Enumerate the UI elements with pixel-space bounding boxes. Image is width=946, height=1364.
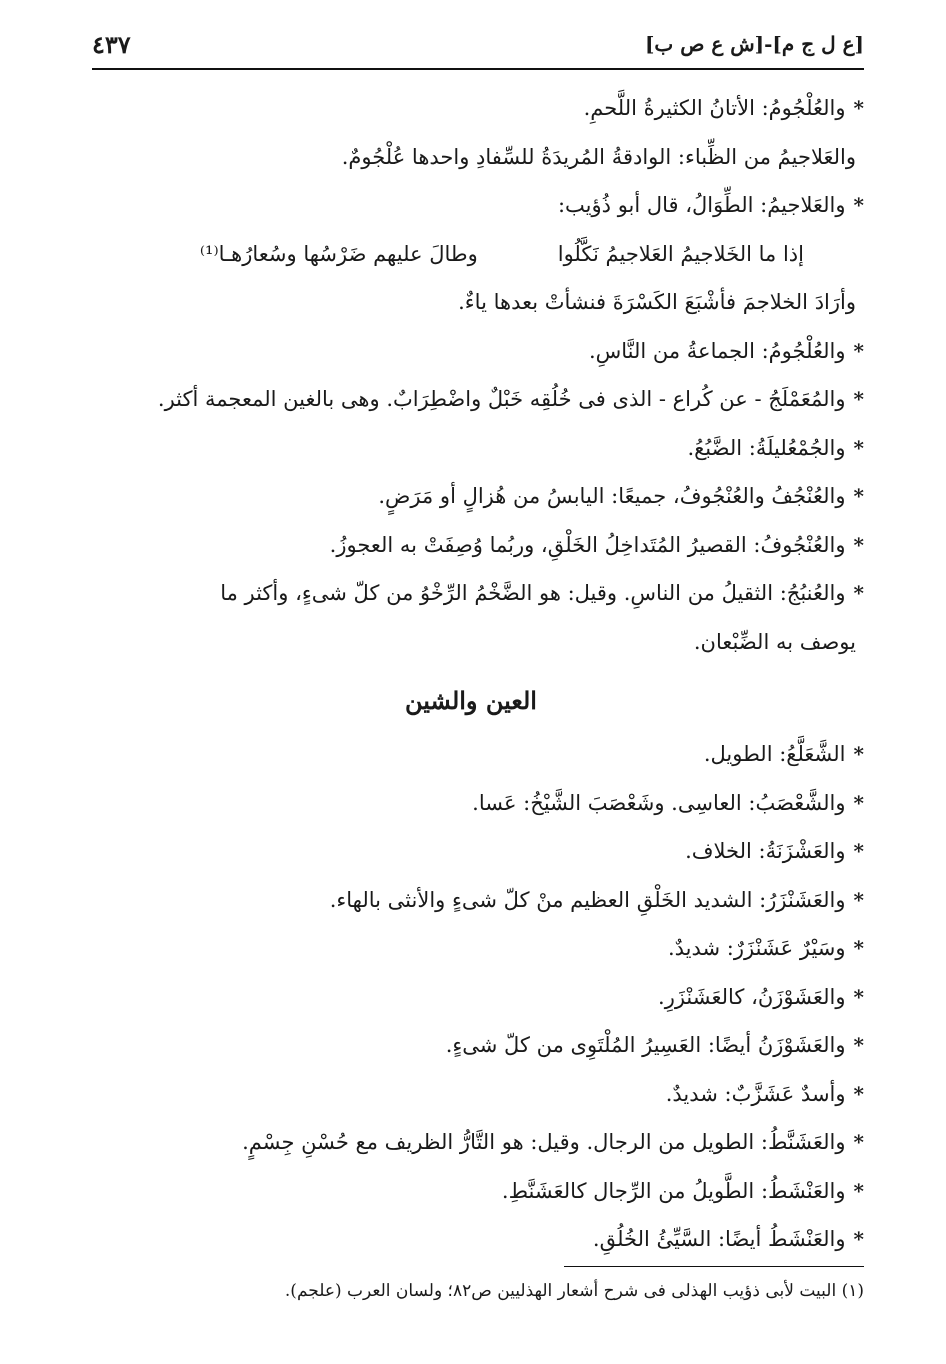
entry-line (78, 779, 864, 828)
entry-line (78, 1167, 864, 1216)
poetry-verse (78, 230, 864, 279)
entry-marker: * (853, 1033, 864, 1057)
entry-marker: * (853, 742, 864, 766)
entry-text: والمُعَمْلَجُ - عن كُراع - الذى فى خُلُقِه خَبْلٌ واضْطِرَابٌ. وهى بالغين المعجمة أكثر. (157, 387, 846, 411)
entry-marker: * (853, 790, 864, 815)
entry-marker: * (853, 581, 864, 605)
entry-line (78, 133, 864, 182)
entry-text: والعَلاجيمُ من الظِّباء: الوادقةُ المُريدَةُ للسِّفادِ واحدها عُلْجُومٌ. (341, 144, 856, 169)
entry-text: والعُنْجُفُ والعُنْجُوفُ، جميعًا: اليابسُ من هُزالٍ أو مَرَضٍ. (378, 484, 846, 508)
entry-text: والعَشَنَّطُ: الطويل من الرجال. وقيل: هو التَّارُّ الظريف مع حُسْنِ جِسْمٍ. (242, 1130, 846, 1154)
entry-marker: * (853, 387, 864, 411)
entry-text: والعُنبُجُ: الثقيلُ من الناسِ. وقيل: هو الضَّخْمُ الرِّخْوُ من كلّ شىءٍ، وأكثر ما (220, 581, 846, 605)
entry-line (78, 730, 864, 779)
entry-marker: * (853, 984, 864, 1009)
verse-first-hemistich: إذا ما الخَلاجيمُ العَلاجيمُ نَكَّلُوا (557, 241, 804, 266)
entry-marker: * (853, 96, 864, 120)
entry-marker: * (853, 936, 864, 960)
entry-text: والعُلْجُومُ: الجماعةُ من النَّاسِ. (588, 338, 846, 363)
verse-second-hemistich: وطالَ عليهم ضَرْسُها وسُعارُهـا⁽¹⁾ (199, 241, 478, 266)
entry-line (78, 924, 864, 973)
footnote-divider (564, 1266, 864, 1267)
entry-line (78, 375, 864, 424)
entry-text: والجُمْعُليلَةُ: الضَّبُعُ. (687, 435, 846, 460)
entry-line (78, 1021, 864, 1070)
entry-line (78, 424, 864, 473)
page-number: ٤٣٧ (92, 30, 131, 59)
entry-line (78, 1215, 864, 1264)
entry-marker: * (853, 1081, 864, 1106)
entry-text: يوصف به الضِّبْعان. (693, 629, 856, 654)
entry-line (78, 618, 864, 667)
footnote: (١) البيت لأبى ذؤيب الهذلى فى شرح أشعار الهذليين ص٨٢؛ ولسان العرب (علجم). (284, 1281, 864, 1301)
entry-text: والعَلاجيمُ: الطِّوَالُ، قال أبو ذُؤيب: (557, 193, 846, 217)
page-body (78, 84, 864, 1264)
entry-text: والعُنْجُوفُ: القصيرُ المُتَداخِلُ الخَلْقِ، وربُما وُصِفَتْ به العجوزُ. (329, 532, 846, 557)
entry-line (78, 472, 864, 521)
entry-text: وأرَادَ الخلاجمَ فأشْبَعَ الكَسْرَةَ فنشأتْ بعدها ياءٌ. (458, 290, 856, 314)
entry-line (78, 181, 864, 230)
entry-marker: * (853, 484, 864, 508)
entry-marker: * (853, 338, 864, 363)
entry-line (78, 327, 864, 376)
entry-marker: * (853, 1227, 864, 1251)
running-head: [ع ل ج م]-[ش ع ص ب] (644, 32, 864, 56)
entry-text: والشَّعْصَبُ: العاسِى. وشَعْصَبَ الشَّيْخُ: عَسا. (472, 790, 846, 815)
entry-marker: * (853, 1178, 864, 1203)
entry-text: والعَشْزَنَةُ: الخلاف. (685, 839, 846, 863)
entry-line (78, 1070, 864, 1119)
entry-text: والعَشَوْزَنُ أيضًا: العَسِيرُ المُلْتَوِى من كلّ شىءٍ. (445, 1033, 846, 1057)
entry-marker: * (853, 532, 864, 557)
entry-line (78, 521, 864, 570)
entry-line (78, 84, 864, 133)
section-title: العين والشين (405, 686, 537, 715)
entry-text: والعُلْجُومُ: الأتانُ الكثيرةُ اللَّحمِ. (583, 96, 846, 120)
entry-marker: * (853, 839, 864, 863)
entry-marker: * (853, 435, 864, 460)
entry-text: والعَشَوْزَنُ، كالعَشَنْزَرِ. (658, 984, 846, 1009)
entry-text: وأسدٌ عَشَزَّبٌ: شديدٌ. (665, 1081, 846, 1106)
entry-line (78, 569, 864, 618)
entry-line (78, 973, 864, 1022)
entry-line (78, 876, 864, 925)
entry-text: والعَنْشَطُ أيضًا: السَّيِّئُ الخُلُقِ. (592, 1227, 846, 1251)
entry-text: والعَنْشَطُ: الطَّويلُ من الرِّجال كالعَشَنَّطِ. (501, 1178, 846, 1203)
entry-text: الشَّعَلَّعُ: الطويل. (703, 742, 846, 766)
page-header (92, 28, 864, 70)
entry-marker: * (853, 193, 864, 217)
entry-line (78, 1118, 864, 1167)
entry-marker: * (853, 887, 864, 912)
entry-marker: * (853, 1130, 864, 1154)
entry-text: وسَيْرٌ عَشَنْزَرٌ: شديدٌ. (667, 936, 846, 960)
entry-line (78, 827, 864, 876)
entry-text: والعَشَنْزَرُ: الشديد الخَلْقِ العظيم منْ كلّ شىءٍ والأنثى بالهاء. (329, 887, 846, 912)
entry-line (78, 278, 864, 327)
